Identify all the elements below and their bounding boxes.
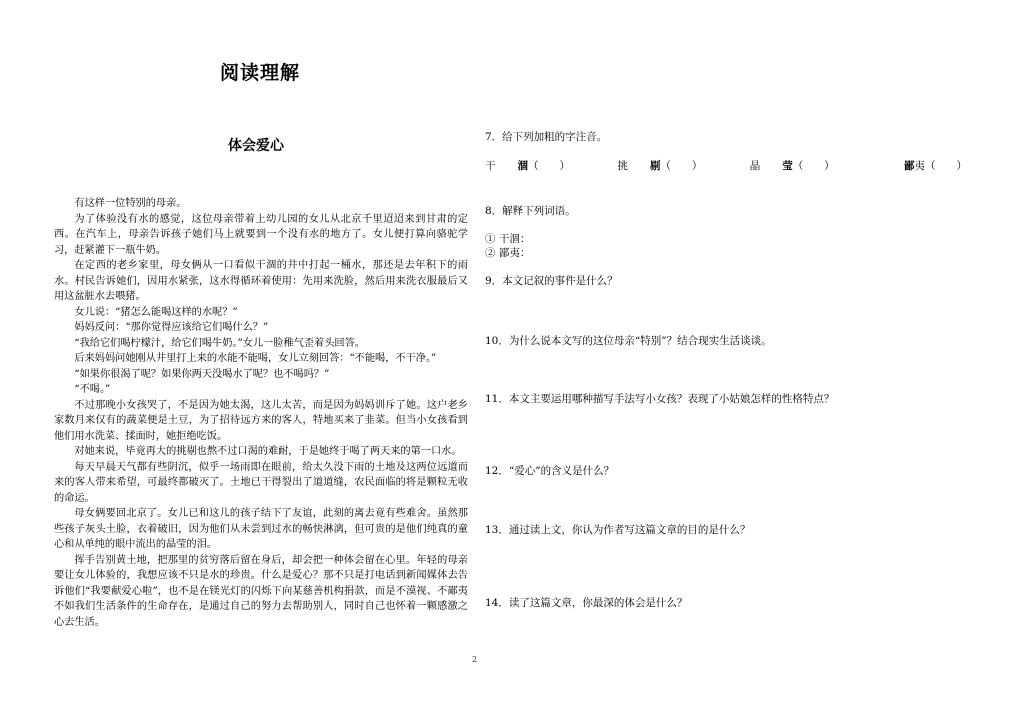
paragraph: “不喝。” bbox=[74, 384, 111, 395]
paragraph: “我给它们喝柠檬汁，给它们喝牛奶。”女儿一脸稚气歪着头回答。 bbox=[74, 337, 365, 349]
paragraph: 在定西的老乡家里，母女俩从一口看似干涸的井中打起一桶水，那还是去年积下的雨水。村民告诉她们，因用水紧张，这水得循环着使用：先用来洗脸，然后用来洗衣服最后又用这盆脏水去喂猪。 bbox=[54, 260, 468, 302]
reading-passage bbox=[54, 196, 468, 630]
paragraph: 不过那晚小女孩哭了，不是因为她太渴，这儿太苦，而是因为妈妈训斥了她。这户老乡家数月来仅有的蔬菜便是土豆，为了招待远方来的客人，特地买来了韭菜。但当小女孩看到他们用水洗菜、揉面时，她拒绝吃饭。 bbox=[54, 399, 468, 442]
page-number: 2 bbox=[472, 655, 478, 664]
paragraph: 对她来说，毕竟再大的挑剔也熬不过口渴的难耐，于是她终于喝了两天来的第一口水。 bbox=[74, 446, 462, 457]
page-title: 阅读理解 bbox=[220, 62, 301, 84]
paragraph: 每天早晨天气都有些阴沉，似乎一场雨即在眼前，给太久没下雨的土地及这两位远道而来的客人带来希望，可最终都破灭了。土地已干得裂出了道道缝，农民面临的将是颗粒无收的命运。 bbox=[54, 461, 468, 504]
paragraph: 有这样一位特别的母亲。 bbox=[74, 198, 187, 209]
question-8: 8．解释下列词语。 bbox=[485, 205, 576, 217]
paragraph: 女儿说：“猪怎么能喝这样的水呢？” bbox=[74, 306, 238, 318]
question-12: 12．“爱心”的含义是什么？ bbox=[485, 465, 615, 477]
question-11: 11．本文主要运用哪种描写手法写小女孩？表现了小姑娘怎样的性格特点？ bbox=[485, 393, 835, 405]
question-8-item: ② 鄙夷： bbox=[485, 247, 531, 259]
question-8-item: ① 干涸： bbox=[485, 233, 531, 245]
question-14: 14．读了这篇文章，你最深的体会是什么？ bbox=[485, 597, 688, 609]
paragraph: 后来妈妈问她刚从井里打上来的水能不能喝，女儿立刻回答：“不能喝，不干净。” bbox=[74, 353, 437, 364]
paragraph: 挥手告别黄土地，把那里的贫穷落后留在身后，却会把一种体会留在心里。年轻的母亲要让女儿体验的，我想应该不只是水的珍贵。什么是爱心？那不只是打电话到新闻媒体去告诉他们“我要献爱心啦”，也不是在镁光灯的闪烁下向某慈善机构捐款，而是不漠视、不鄙夷不如我们生活条件的生命存在，是通过自己的努力去帮助别人，同时自己也怀着一颗感激之心去生活。 bbox=[54, 554, 468, 628]
article-title: 体会爱心 bbox=[228, 138, 284, 154]
paragraph: 为了体验没有水的感觉，这位母亲带着上幼儿园的女儿从北京千里迢迢来到甘肃的定西。在汽车上，母亲告诉孩子她们马上就要到一个没有水的地方了。女儿便打算向骆驼学习，赶紧灌下一瓶牛奶。 bbox=[54, 213, 468, 256]
pinyin-item: 晶 莹（ ） bbox=[749, 160, 835, 172]
pinyin-item: 挑 剔（ ） bbox=[617, 160, 703, 172]
paragraph: 母女俩要回北京了。女儿已和这儿的孩子结下了友谊，此刻的离去竟有些难舍。虽然那些孩子灰头土脸，衣着破旧，因为他们从未尝到过水的畅快淋漓，但可贵的是他们纯真的童心和从单纯的眼中流出的晶莹的泪。 bbox=[54, 508, 468, 550]
question-9: 9．本文记叙的事件是什么？ bbox=[485, 275, 618, 287]
question-10: 10．为什么说本文写的这位母亲“特别”？结合现实生活谈谈。 bbox=[485, 335, 772, 347]
question-7: 7．给下列加粗的字注音。 bbox=[485, 131, 608, 143]
paragraph: “如果你很渴了呢？如果你两天没喝水了呢？也不喝吗？” bbox=[74, 368, 330, 380]
pinyin-item: 鄙夷（ ） bbox=[904, 160, 968, 172]
paragraph: 妈妈反问：“那你觉得应该给它们喝什么？” bbox=[74, 322, 269, 333]
pinyin-item: 干 涸（ ） bbox=[485, 160, 570, 172]
question-13: 13．通过读上文，你认为作者写这篇文章的目的是什么？ bbox=[485, 524, 751, 536]
pinyin-row bbox=[485, 159, 1011, 174]
